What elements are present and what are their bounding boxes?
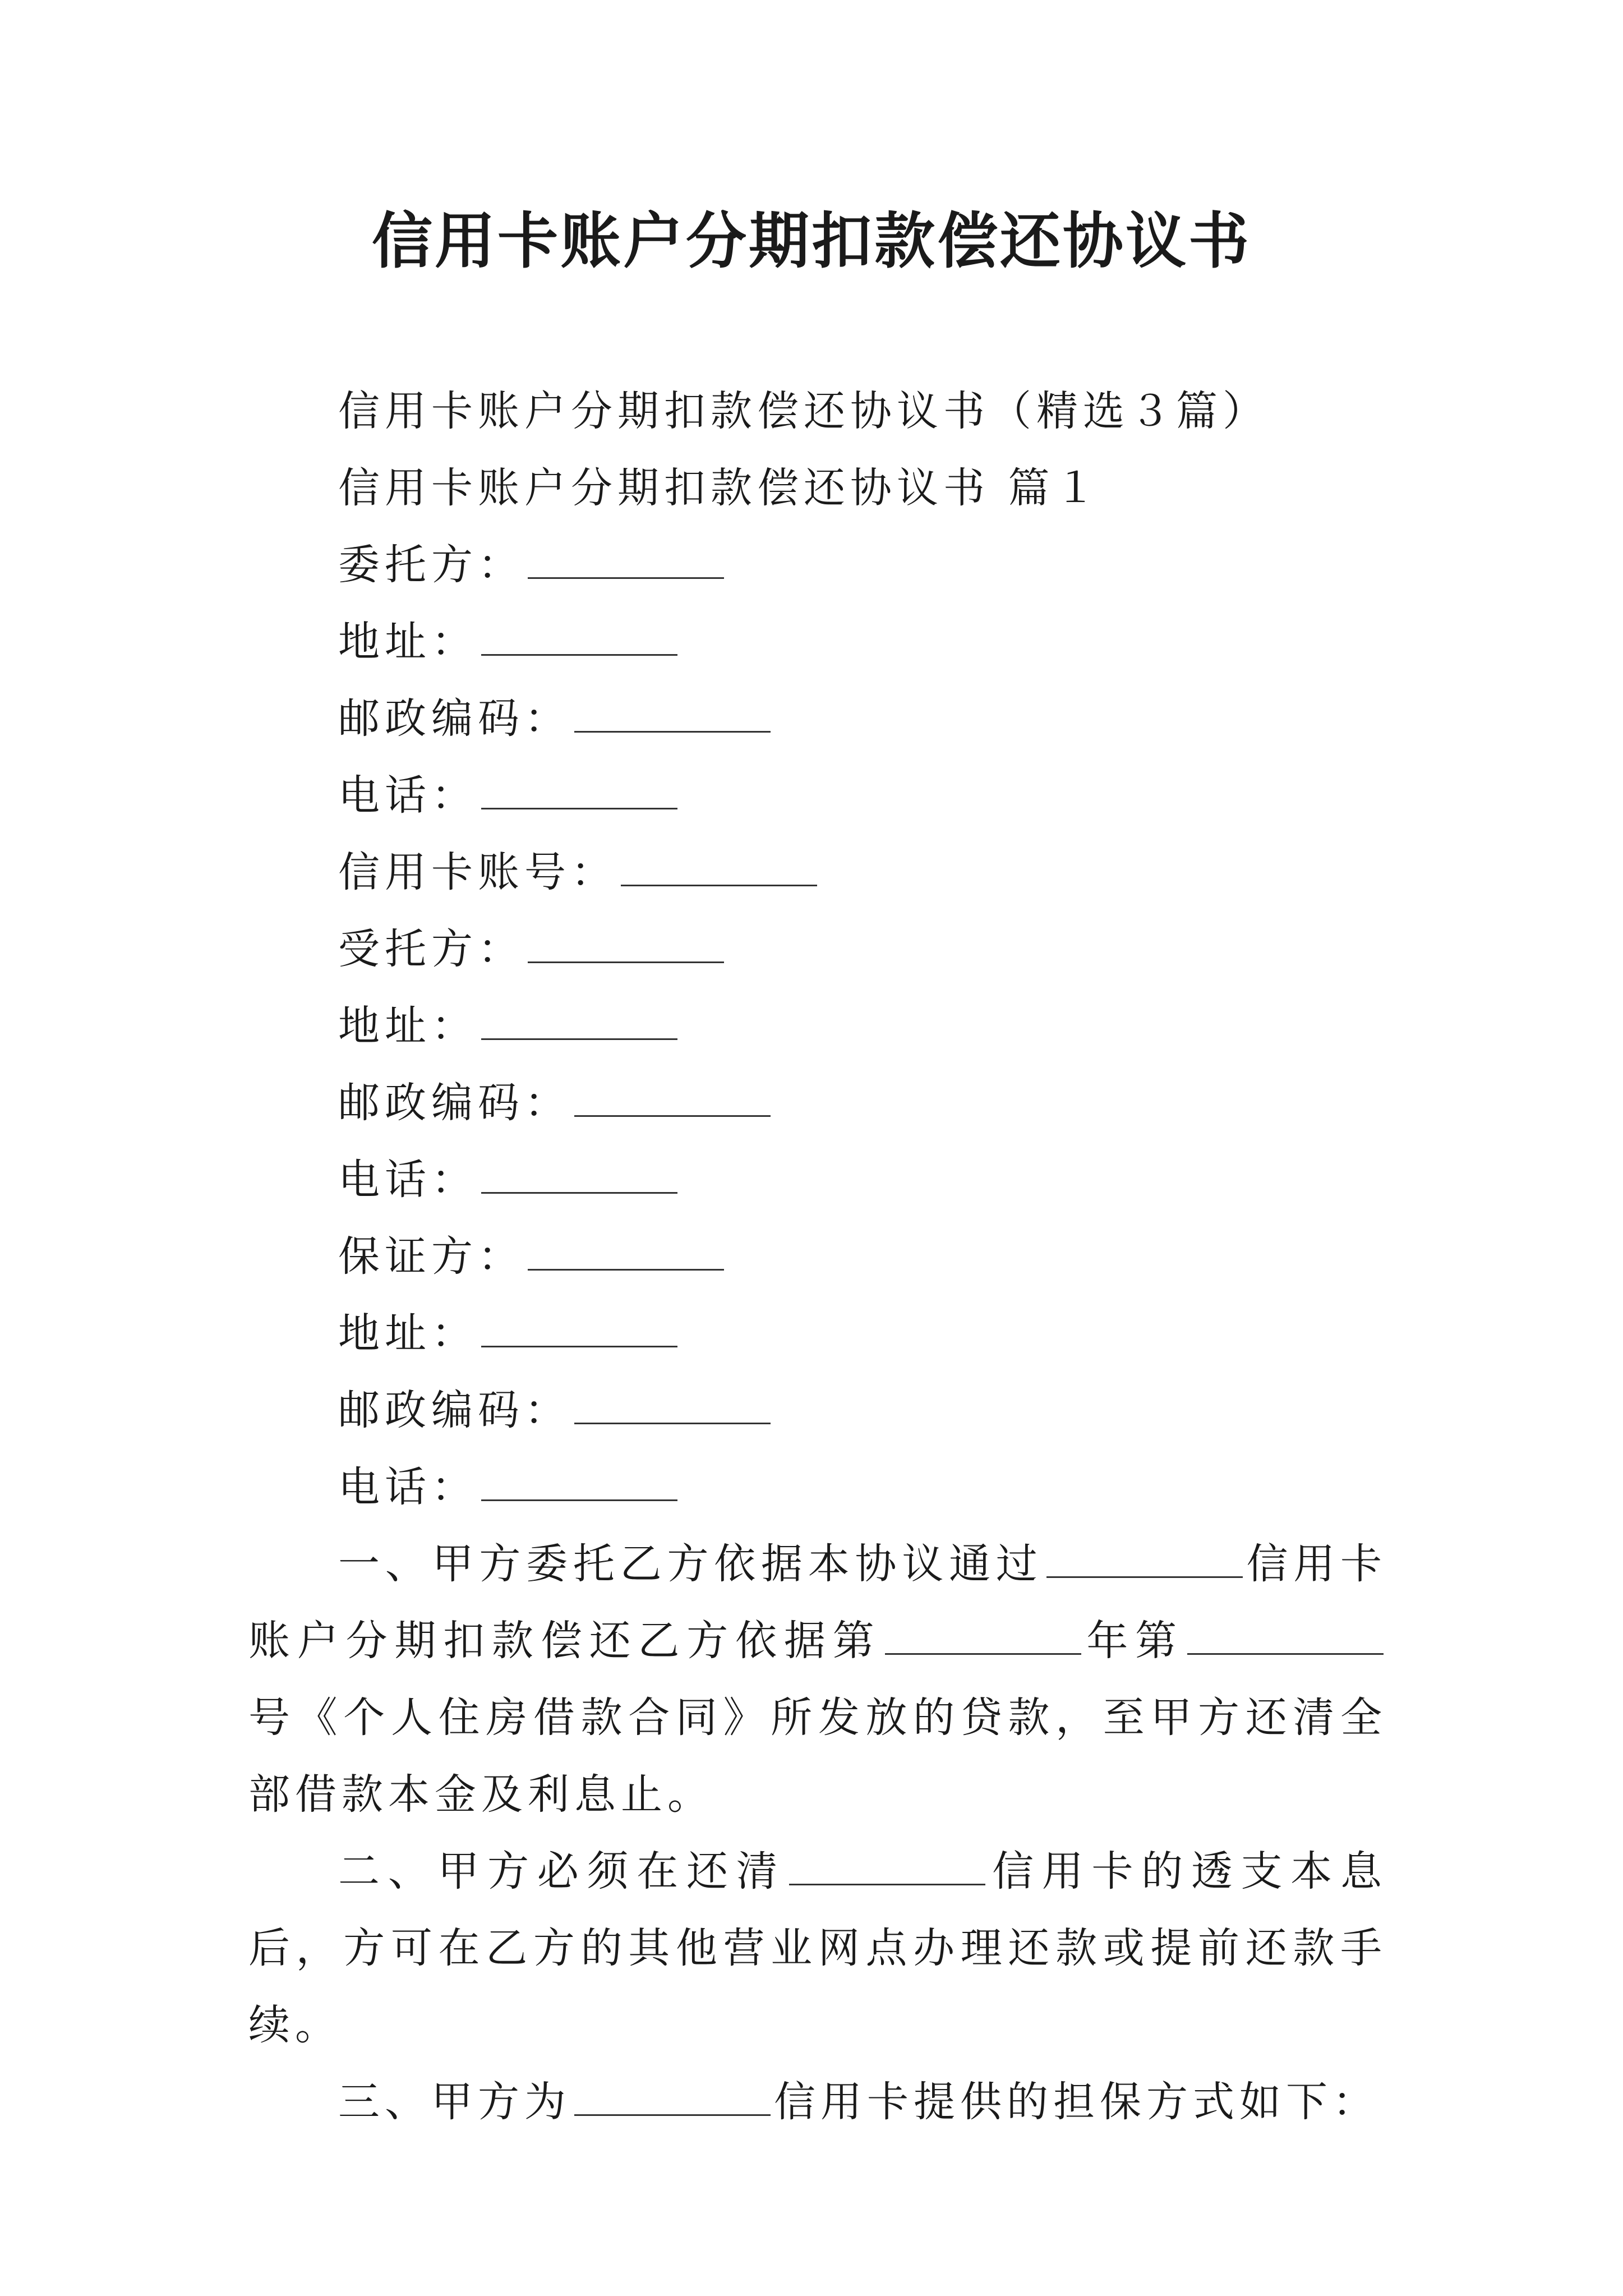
clause-text: 信用卡提供的担保方式如下：: [774, 2078, 1379, 2126]
fill-in-blank: [481, 1005, 677, 1040]
fill-in-blank: [481, 774, 677, 809]
fill-in-blank: [574, 2081, 771, 2116]
clause-text: 二、甲方必须在还清: [338, 1847, 786, 1895]
clause-1: [248, 1526, 1387, 1833]
fill-in-blank: [621, 851, 817, 886]
document-body: [248, 373, 1387, 2141]
fill-in-blank: [574, 1082, 771, 1117]
field-address: [248, 1295, 1387, 1372]
field-postal-code: [248, 680, 1387, 757]
field-address: [248, 988, 1387, 1065]
clause-text: 三、甲方为: [338, 2078, 571, 2126]
clause-2: [248, 1833, 1387, 2064]
clause-text: 年第: [1084, 1617, 1184, 1665]
document-subtitle: 信用卡账户分期扣款偿还协议书（精选３篇）: [338, 387, 1269, 435]
fill-in-blank: [481, 1158, 677, 1194]
field-label: 电话：: [338, 771, 478, 820]
field-postal-code: [248, 1372, 1387, 1449]
fill-in-blank: [528, 544, 724, 579]
section-heading: 信用卡账户分期扣款偿还协议书 篇１: [338, 464, 1101, 512]
fill-in-blank: [789, 1850, 985, 1885]
field-label: 邮政编码：: [338, 1079, 571, 1127]
field-label: 委托方：: [338, 541, 524, 589]
fill-in-blank: [885, 1619, 1081, 1655]
clause-3: [248, 2064, 1387, 2141]
field-label: 地址：: [338, 1309, 478, 1358]
field-entrusting-party: [248, 527, 1387, 604]
field-phone: [248, 1142, 1387, 1218]
fill-in-blank: [574, 697, 771, 733]
field-address: [248, 604, 1387, 680]
clause-text: 信用卡的透支本息后，方可在乙方的其他营业网点办理还款或提前还款手续。: [248, 1847, 1387, 2049]
fill-in-blank: [528, 1235, 724, 1271]
clause-text: 号《个人住房借款合同》所发放的贷款，至甲方还清全部借款本金及利息止。: [248, 1694, 1387, 1819]
field-label: 信用卡账号：: [338, 848, 617, 896]
document-title: 信用卡账户分期扣款偿还协议书: [371, 206, 1251, 277]
fill-in-blank: [528, 928, 724, 963]
field-card-number: [248, 834, 1387, 911]
field-label: 受托方：: [338, 925, 524, 973]
fill-in-blank: [574, 1389, 771, 1424]
field-label: 保证方：: [338, 1232, 524, 1281]
field-label: 电话：: [338, 1156, 478, 1204]
field-label: 电话：: [338, 1463, 478, 1511]
field-label: 地址：: [338, 618, 478, 666]
clause-text: 信用卡账户分期扣款偿还乙方依据第: [248, 1540, 1387, 1665]
clause-text: 一、甲方委托乙方依据本协议通过: [338, 1540, 1043, 1588]
fill-in-blank: [481, 1312, 677, 1347]
fill-in-blank: [1187, 1619, 1384, 1655]
field-phone: [248, 757, 1387, 834]
field-label: 邮政编码：: [338, 1386, 571, 1434]
fill-in-blank: [481, 620, 677, 656]
field-postal-code: [248, 1065, 1387, 1142]
fill-in-blank: [1046, 1543, 1243, 1578]
field-entrusted-party: [248, 911, 1387, 988]
field-label: 邮政编码：: [338, 694, 571, 743]
field-guarantor: [248, 1218, 1387, 1295]
field-label: 地址：: [338, 1002, 478, 1050]
fill-in-blank: [481, 1466, 677, 1501]
field-phone: [248, 1449, 1387, 1526]
